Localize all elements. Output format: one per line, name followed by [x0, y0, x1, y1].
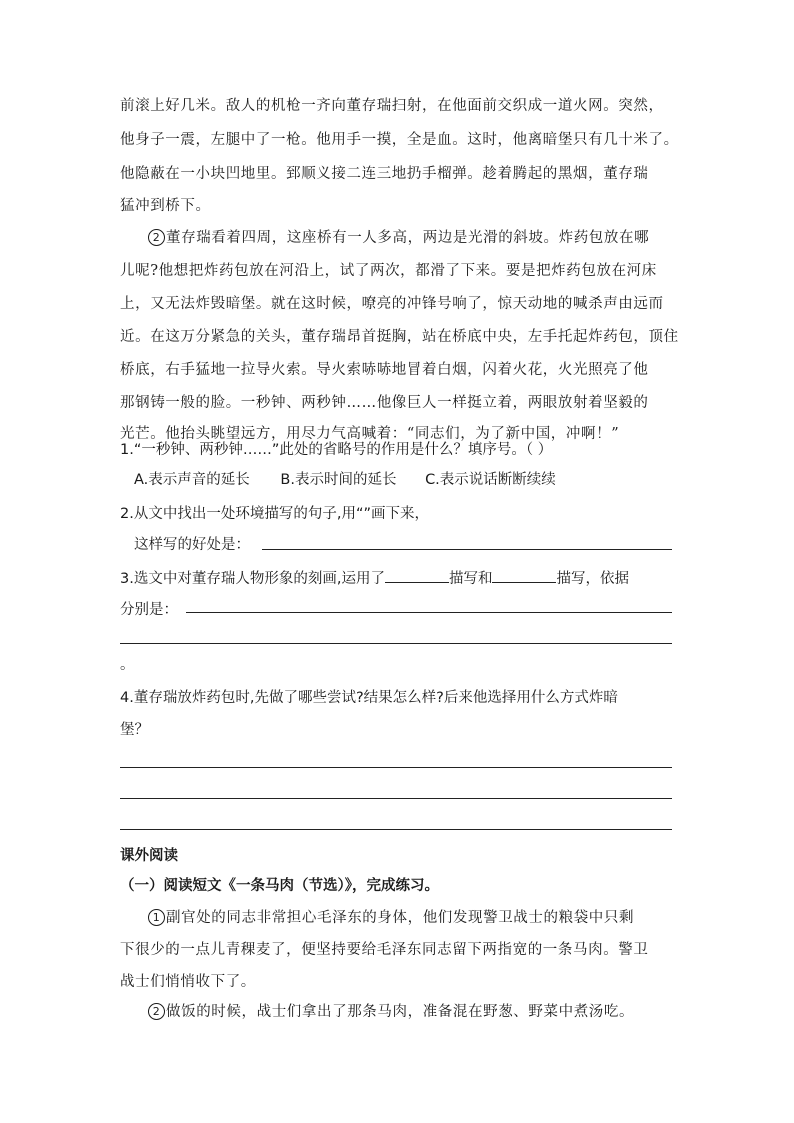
- question-2: 2.从文中找出一处环境描写的句子,用“”画下来，: [120, 506, 429, 522]
- paragraph-number-1: 1: [148, 909, 165, 926]
- passage-line: [148, 228, 649, 248]
- passage-line: [148, 1002, 634, 1022]
- question-1-options: [134, 470, 556, 490]
- question-3: [120, 568, 629, 589]
- option-a: A.表示声音的延长: [134, 472, 250, 488]
- paragraph-text: 副官处的同志非常担心毛泽东的身体，他们发现警卫战士的粮袋中只剩: [166, 910, 635, 926]
- passage-line: 猛冲到桥下。: [120, 198, 211, 214]
- answer-line[interactable]: [120, 643, 672, 644]
- question-3-text: 描写和: [448, 571, 493, 587]
- passage-line: 光芒。他抬头眺望远方，用尽力气高喊着：“同志们，为了新中国，冲啊！”: [120, 426, 620, 442]
- paragraph-text: 董存瑞看着四周，这座桥有一人多高，两边是光滑的斜坡。炸药包放在哪: [166, 230, 650, 246]
- blank-1[interactable]: [385, 568, 449, 583]
- question-3-prompt: 分别是：: [120, 602, 178, 618]
- question-4: 4.董存瑞放炸药包时,先做了哪些尝试?结果怎么样?后来他选择用什么方式炸暗: [120, 690, 618, 706]
- answer-line[interactable]: [186, 612, 672, 613]
- passage-line: 下很少的一点儿青稞麦了，便坚持要给毛泽东同志留下两指宽的一条马肉。警卫: [120, 942, 649, 958]
- answer-line[interactable]: [120, 767, 672, 768]
- passage-line: 上，又无法炸毁暗堡。就在这时候，嘹亮的冲锋号响了，惊天动地的喊杀声由远而: [120, 296, 664, 312]
- question-1: 1.“一秒钟、两秒钟……”此处的省略号的作用是什么？填序号。（ ）: [120, 442, 553, 458]
- passage-line: 桥底，右手猛地一拉导火索。导火索哧哧地冒着白烟，闪着火花，火光照亮了他: [120, 362, 649, 378]
- paragraph-number-2: 2: [148, 229, 165, 246]
- passage-line: 那钢铸一般的脸。一秒钟、两秒钟……他像巨人一样挺立着，两眼放射着坚毅的: [120, 395, 649, 411]
- passage-line: [148, 908, 634, 928]
- question-4-cont: 堡？: [120, 722, 149, 738]
- section-heading: 课外阅读: [120, 848, 178, 864]
- question-2-prompt: 这样写的好处是：: [134, 537, 250, 553]
- passage-line: 他身子一震，左腿中了一枪。他用手一摸，全是血。这时，他离暗堡只有几十米了。: [120, 132, 679, 148]
- passage-line: 近。在这万分紧急的关头，董存瑞昂首挺胸，站在桥底中央，左手托起炸药包，顶住: [120, 329, 679, 345]
- passage-line: 战士们悄悄收下了。: [120, 974, 256, 990]
- question-3-end: 。: [120, 657, 135, 673]
- paragraph-text: 做饭的时候，战士们拿出了那条马肉，准备混在野葱、野菜中煮汤吃。: [166, 1004, 635, 1020]
- answer-line[interactable]: [120, 798, 672, 799]
- option-b: B.表示时间的延长: [280, 472, 397, 488]
- question-3-text: 描写，依据: [556, 571, 629, 587]
- passage-line: 他隐蔽在一小块凹地里。郅顺义接二连三地扔手榴弹。趁着腾起的黑烟，董存瑞: [120, 166, 649, 182]
- option-c: C.表示说话断断续续: [425, 472, 556, 488]
- answer-line[interactable]: [120, 829, 672, 830]
- section-subheading: （一）阅读短文《一条马肉（节选）》，完成练习。: [120, 878, 439, 894]
- passage-line: 儿呢?他想把炸药包放在河沿上，试了两次，都滑了下来。要是把炸药包放在河床: [120, 263, 657, 279]
- blank-2[interactable]: [492, 568, 556, 583]
- question-3-text: 3.选文中对董存瑞人物形象的刻画,运用了: [120, 571, 385, 587]
- answer-line[interactable]: [262, 549, 672, 550]
- paragraph-number-2: 2: [148, 1003, 165, 1020]
- passage-line: 前滚上好几米。敌人的机枪一齐向董存瑞扫射，在他面前交织成一道火网。突然，: [120, 98, 664, 114]
